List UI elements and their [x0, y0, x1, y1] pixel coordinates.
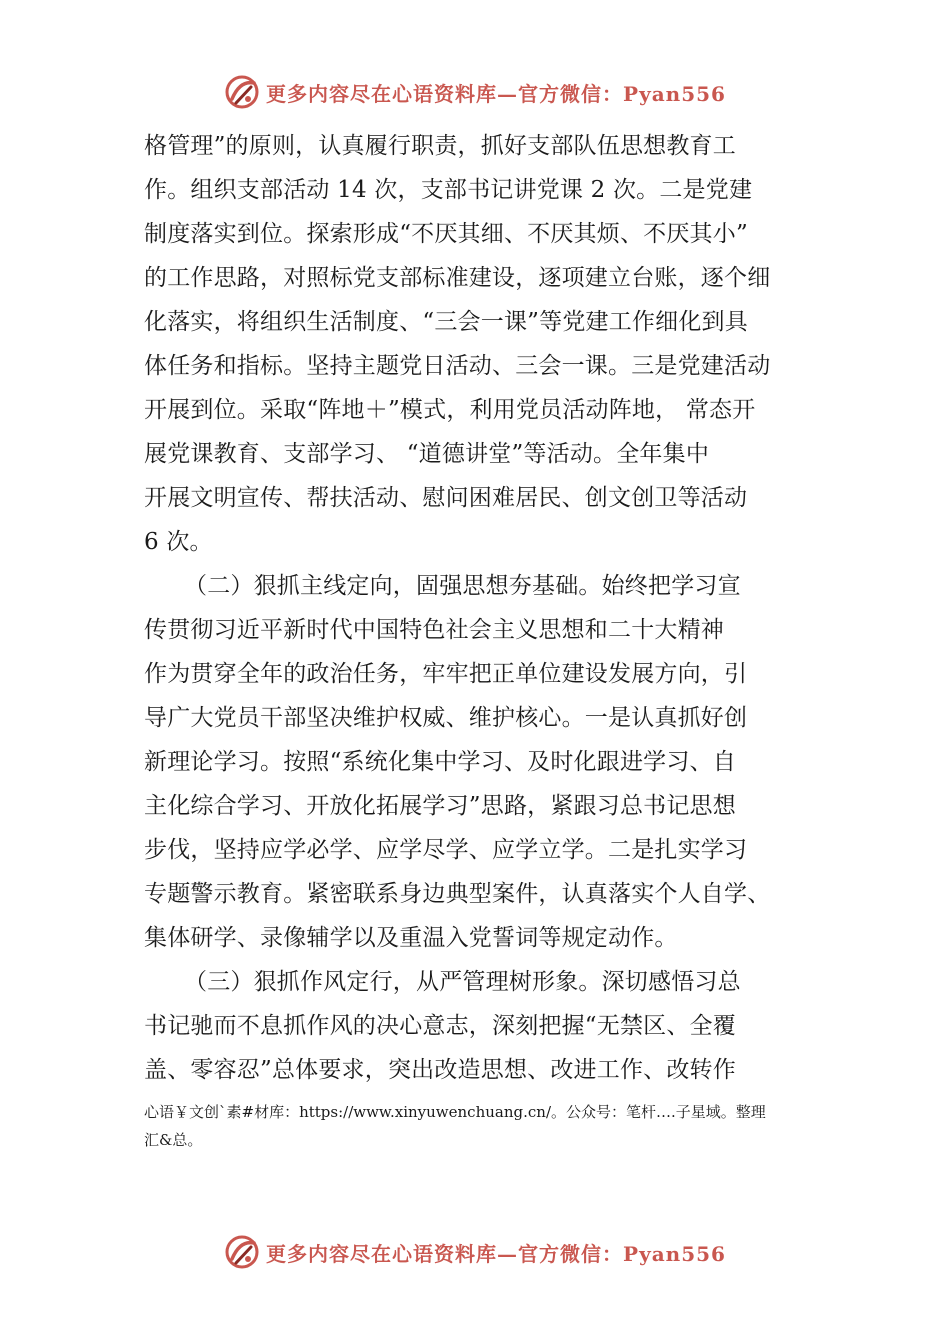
body-line: 主化综合学习、开放化拓展学习”思路，紧跟习总书记思想 — [144, 793, 736, 819]
body-line: 体任务和指标。坚持主题党日活动、三会一课。三是党建活动 — [144, 353, 771, 379]
body-line: 6 次。 — [144, 529, 213, 555]
body-line: 格管理”的原则，认真履行职责，抓好支部队伍思想教育工 — [144, 133, 736, 159]
body-line: 专题警示教育。紧密联系身边典型案件，认真落实个人自学、 — [144, 881, 771, 907]
body-line: 新理论学习。按照“系统化集中学习、及时化跟进学习、自 — [144, 749, 736, 775]
header-banner — [0, 70, 950, 114]
seal-logo-icon — [224, 1234, 260, 1270]
body-line: 传贯彻习近平新时代中国特色社会主义思想和二十大精神 — [144, 617, 724, 643]
section-heading-line: （三）狠抓作风定行，从严管理树形象。深切感悟习总 — [184, 969, 741, 995]
section-heading-line: （二）狠抓主线定向，固强思想夯基础。始终把学习宣 — [184, 573, 741, 599]
body-line: 化落实，将组织生活制度、“三会一课”等党建工作细化到具 — [144, 309, 748, 335]
body-line: 集体研学、录像辅学以及重温入党誓词等规定动作。 — [144, 925, 678, 951]
footer-source-note — [144, 1098, 834, 1154]
body-line: 作。组织支部活动 14 次，支部书记讲党课 2 次。二是党建 — [144, 177, 753, 203]
footer-banner-text: 更多内容尽在心语资料库—官方微信：Pyan556 — [266, 1241, 726, 1266]
footer-banner — [0, 1230, 950, 1274]
body-line: 导广大党员干部坚决维护权威、维护核心。一是认真抓好创 — [144, 705, 748, 731]
body-line: 书记驰而不息抓作风的决心意志，深刻把握“无禁区、全覆 — [144, 1013, 736, 1039]
body-line: 开展文明宣传、帮扶活动、慰问困难居民、创文创卫等活动 — [144, 485, 748, 511]
body-line: 制度落实到位。探索形成“不厌其细、不厌其烦、不厌其小” — [144, 221, 748, 247]
body-line: 步伐，坚持应学必学、应学尽学、应学立学。二是扎实学习 — [144, 837, 748, 863]
body-line: 展党课教育、支部学习、 “道德讲堂”等活动。全年集中 — [144, 441, 710, 467]
body-line: 盖、零容忍”总体要求，突出改造思想、改进工作、改转作 — [144, 1057, 736, 1083]
document-body — [144, 124, 824, 1092]
seal-logo-icon — [224, 74, 260, 110]
body-line: 的工作思路，对照标党支部标准建设，逐项建立台账，逐个细 — [144, 265, 771, 291]
header-banner-text: 更多内容尽在心语资料库—官方微信：Pyan556 — [266, 81, 726, 106]
footer-note-line: 心语￥文创`素#材库：https://www.xinyuwenchuang.cn/。公众号：笔杆….子星域。整理 — [144, 1103, 766, 1121]
body-line: 作为贯穿全年的政治任务，牢牢把正单位建设发展方向，引 — [144, 661, 748, 687]
body-line: 开展到位。采取“阵地＋”模式，利用党员活动阵地， 常态开 — [144, 397, 756, 423]
footer-note-line: 汇&总。 — [144, 1131, 203, 1149]
